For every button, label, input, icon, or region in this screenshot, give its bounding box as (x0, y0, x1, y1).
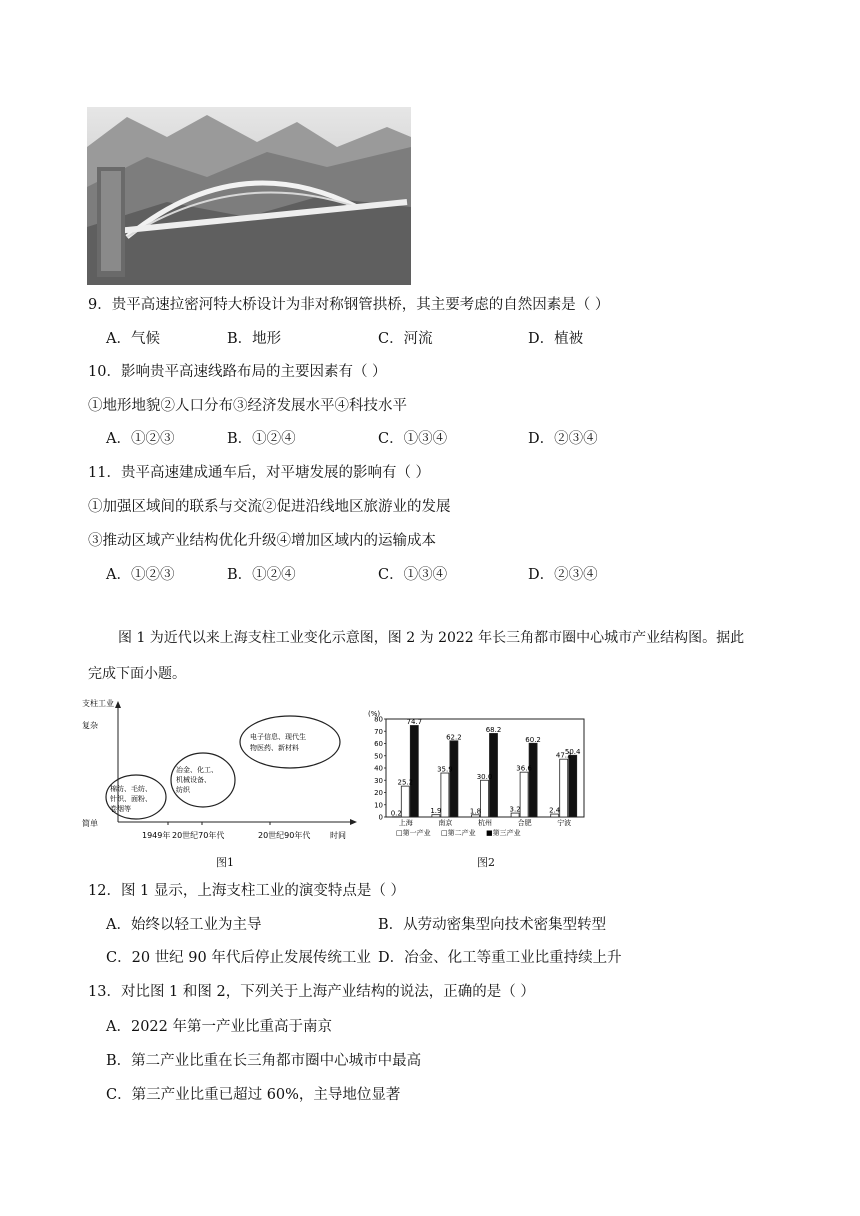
fig2-legend-tertiary: ■第三产业 (486, 829, 521, 837)
fig2-y-tick: 20 (374, 789, 383, 797)
q12-stem: 12．图 1 显示，上海支柱工业的演变特点是（ ） (88, 883, 406, 899)
fig2-bar-secondary (560, 759, 568, 817)
fig2-bar-secondary (481, 780, 489, 817)
q9-option-b: B．地形 (227, 331, 282, 347)
q11-option-b: B．①②④ (227, 567, 296, 583)
fig2-y-tick: 40 (374, 764, 383, 773)
fig2-data-label: 74.7 (406, 717, 423, 726)
q12-option-a: A．始终以轻工业为主导 (106, 917, 262, 933)
q9-option-d: D．植被 (528, 331, 584, 347)
fig2-y-tick: 80 (374, 715, 383, 724)
fig2-bar-secondary (520, 772, 528, 817)
fig2-data-label: 2.4 (549, 806, 561, 815)
fig1-bubble3-line2: 物医药、新材料 (250, 744, 299, 752)
fig1-bubble2-line2: 机械设备、 (176, 776, 211, 784)
q10-option-d: D．②③④ (528, 431, 598, 447)
q9-stem: 9．贵平高速拉密河特大桥设计为非对称钢管拱桥，其主要考虑的自然因素是（ ） (88, 297, 610, 313)
fig1-bubble3-line1: 电子信息、现代生 (250, 733, 306, 741)
fig2-bar-tertiary (569, 755, 577, 817)
fig1-bubble1-line3: 卷烟等 (110, 805, 131, 813)
fig2-bar-tertiary (410, 725, 418, 817)
fig2-data-label: 62.2 (446, 733, 462, 742)
fig1-bubble2-line3: 纺织 (176, 786, 190, 794)
bridge-photo (87, 107, 411, 285)
q12-option-c: C．20 世纪 90 年代后停止发展传统工业 (106, 950, 371, 966)
q9-option-a: A．气候 (106, 331, 160, 347)
fig2-y-tick: 50 (374, 752, 383, 761)
q11-items-1: ①加强区域间的联系与交流②促进沿线地区旅游业的发展 (88, 499, 451, 515)
fig2-bar-secondary (441, 773, 449, 817)
intro-line-2: 完成下面小题。 (88, 666, 186, 682)
fig1-y-axis-label: 支柱工业 (82, 699, 114, 708)
fig2-legend-secondary: □第二产业 (441, 829, 476, 837)
fig2-data-label: 0.2 (390, 809, 402, 818)
fig2-data-label: 1.8 (469, 807, 482, 816)
fig2-data-label: 25.2 (397, 778, 414, 787)
fig2-data-label: 1.9 (430, 807, 442, 816)
q12-option-d: D．冶金、化工等重工业比重持续上升 (378, 950, 622, 966)
q10-stem: 10．影响贵平高速线路布局的主要因素有（ ） (88, 364, 387, 380)
fig1-caption: 图1 (216, 856, 234, 869)
fig2-y-tick: 10 (374, 801, 383, 810)
fig2-bar-secondary (401, 786, 409, 817)
fig1-x-tick-1990s: 20世纪90年代 (258, 831, 311, 840)
fig2-y-tick: 60 (374, 740, 383, 748)
figure-1 (80, 698, 360, 848)
fig1-x-axis-label: 时间 (330, 831, 346, 840)
fig2-bar-tertiary (450, 741, 458, 817)
fig2-caption: 图2 (477, 856, 495, 869)
q13-option-b: B．第二产业比重在长三角都市圈中心城市中最高 (106, 1053, 422, 1069)
fig1-bubble1-line2: 针织、面粉、 (110, 795, 152, 803)
fig1-bubble-1990s (240, 716, 340, 768)
fig1-y-bottom: 简单 (82, 819, 98, 828)
q10-option-b: B．①②④ (227, 431, 296, 447)
q11-items-2: ③推动区域产业结构优化升级④增加区域内的运输成本 (88, 533, 436, 549)
q11-option-a: A．①②③ (106, 567, 175, 583)
q10-option-c: C．①③④ (378, 431, 448, 447)
q10-items: ①地形地貌②人口分布③经济发展水平④科技水平 (88, 398, 407, 414)
fig1-x-tick-1970s: 20世纪70年代 (172, 831, 225, 840)
fig2-legend-primary: □第一产业 (396, 829, 431, 837)
fig1-bubble2-line1: 冶金、化工、 (176, 766, 218, 774)
q11-stem: 11．贵平高速建成通车后，对平塘发展的影响有（ ） (88, 465, 431, 481)
fig1-bubble1-line1: 棉纺、毛纺、 (110, 785, 152, 793)
fig1-x-tick-1949: 1949年 (142, 831, 171, 840)
intro-line-1: 图 1 为近代以来上海支柱工业变化示意图，图 2 为 2022 年长三角都市圈中心城市产业结构图。据此 (118, 630, 745, 646)
fig2-category-label: 南京 (438, 819, 453, 827)
q11-option-d: D．②③④ (528, 567, 598, 583)
fig2-y-tick: 30 (374, 776, 383, 785)
q11-option-c: C．①③④ (378, 567, 448, 583)
fig2-y-tick: 0 (378, 813, 383, 822)
fig2-data-label: 3.2 (509, 805, 521, 814)
fig2-data-label: 35.9 (437, 765, 453, 774)
q10-option-a: A．①②③ (106, 431, 175, 447)
q13-option-a: A．2022 年第一产业比重高于南京 (106, 1019, 332, 1035)
fig2-category-label: 宁波 (557, 819, 572, 827)
fig2-data-label: 68.2 (485, 725, 502, 734)
q12-option-b: B．从劳动密集型向技术密集型转型 (378, 917, 607, 933)
fig2-bar-primary (511, 813, 519, 817)
fig2-category-label: 杭州 (478, 819, 492, 827)
fig2-data-label: 30.0 (476, 772, 493, 781)
q13-option-c: C．第三产业比重已超过 60%，主导地位显著 (106, 1087, 401, 1103)
bridge-illustration (87, 107, 411, 285)
q13-stem: 13．对比图 1 和图 2，下列关于上海产业结构的说法，正确的是（ ） (88, 984, 535, 1000)
q9-option-c: C．河流 (378, 331, 433, 347)
figure-2-chart (366, 709, 588, 844)
fig2-data-label: 50.4 (564, 747, 581, 756)
fig2-y-tick: 70 (374, 727, 383, 736)
fig2-category-label: 合肥 (517, 819, 532, 827)
fig2-category-label: 上海 (398, 819, 413, 827)
fig2-bar-tertiary (529, 743, 537, 817)
fig2-data-label: 60.2 (525, 735, 541, 744)
fig2-data-label: 47.2 (555, 751, 572, 760)
fig2-y-label: (%) (368, 710, 381, 718)
fig1-y-top: 复杂 (82, 721, 98, 730)
fig2-data-label: 36.6 (516, 764, 532, 773)
